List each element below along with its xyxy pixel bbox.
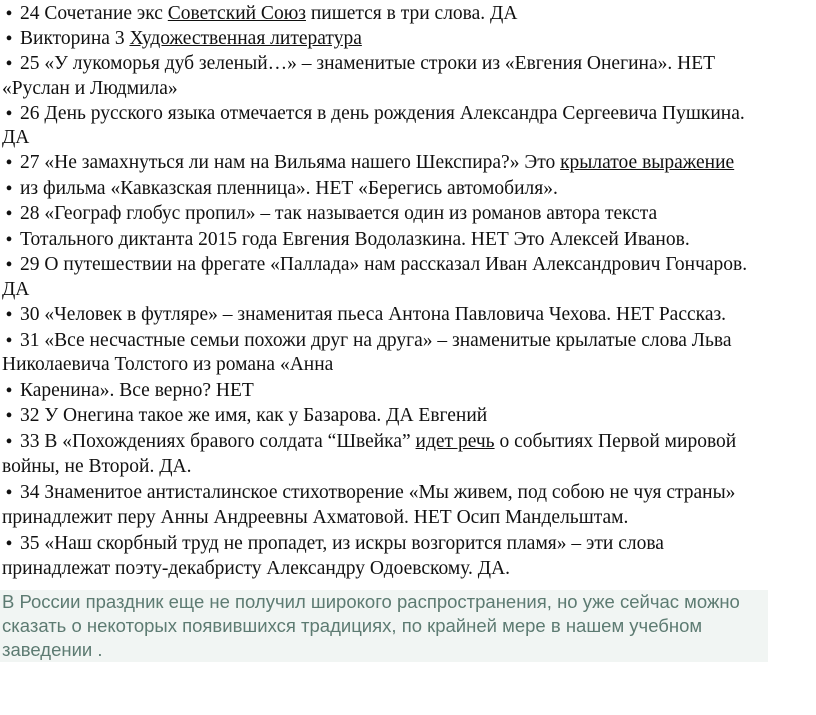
line-text (2, 455, 191, 479)
line-text (20, 202, 657, 226)
text-segment: ДА (2, 127, 30, 148)
text-segment: 34 Знаменитое антисталинское стихотворение «Мы живем, под собою не чуя страны» (20, 482, 736, 503)
bullet-icon (2, 329, 16, 354)
text-segment: 29 О путешествии на фрегате «Паллада» нам рассказал Иван Александрович Гончаров. (20, 254, 748, 275)
bullet-icon (2, 253, 16, 278)
text-segment: из фильма «Кавказская пленница». НЕТ «Берегись автомобиля». (20, 178, 558, 199)
text-segment: 24 Сочетание экс (20, 3, 168, 24)
line-text (20, 177, 558, 201)
text-segment: о событиях Первой мировой (494, 431, 737, 452)
line-text (20, 430, 736, 454)
line-text (20, 151, 734, 175)
text-segment: 28 «Географ глобус пропил» – так называется один из романов автора текста (20, 203, 658, 224)
bullet-icon (2, 52, 16, 77)
text-segment: Викторина 3 (20, 28, 130, 49)
note-line-1: В России праздник еще не получил широкого распространения, но уже сейчас можно (2, 591, 740, 612)
note-line-3: заведении . (2, 639, 103, 660)
underlined-link[interactable]: идет речь (415, 431, 495, 452)
line-text (20, 303, 726, 327)
text-segment: 33 В «Похождениях бравого солдата “Швейка” (20, 431, 416, 452)
bullet-icon (2, 2, 16, 27)
line-text (2, 353, 333, 377)
line-text (20, 532, 664, 556)
text-segment: Николаевича Толстого из романа «Анна (2, 354, 334, 375)
bullet-icon (2, 228, 16, 253)
line-text (2, 557, 510, 581)
underlined-link[interactable]: Советский Союз (167, 3, 306, 24)
line-text (20, 379, 254, 403)
highlighted-note (0, 590, 768, 662)
text-segment: 25 «У лукоморья дуб зеленый…» – знаменитые строки из «Евгения Онегина». НЕТ (20, 53, 716, 74)
bullet-icon (2, 404, 16, 429)
bullet-icon (2, 202, 16, 227)
line-text (20, 404, 487, 428)
bullet-icon (2, 481, 16, 506)
line-text (20, 27, 362, 51)
line-text (2, 126, 29, 150)
text-segment: 26 День русского языка отмечается в день рождения Александра Сергеевича Пушкина. (20, 103, 745, 124)
text-segment: ДА (2, 279, 30, 300)
text-segment: принадлежат поэту-декабристу Александру Одоевскому. ДА. (2, 558, 511, 579)
text-segment: Тотального диктанта 2015 года Евгения Водолазкина. НЕТ Это Алексей Иванов. (20, 229, 690, 250)
underlined-link[interactable]: крылатое выражение (560, 152, 735, 173)
text-segment: пишется в три слова. ДА (305, 3, 518, 24)
text-segment: войны, не Второй. ДА. (2, 456, 192, 477)
text-segment: принадлежит перу Анны Андреевны Ахматовой. НЕТ Осип Мандельштам. (2, 507, 629, 528)
bullet-icon (2, 27, 16, 52)
line-text (20, 228, 690, 252)
line-text (20, 253, 747, 277)
text-segment: 35 «Наш скорбный труд не пропадет, из искры возгорится пламя» – эти слова (20, 533, 664, 554)
bullet-icon (2, 430, 16, 455)
line-text (20, 329, 732, 353)
line-text (20, 52, 715, 76)
note-line-2: сказать о некоторых появившихся традициях, по крайней мере в нашем учебном (2, 615, 703, 636)
line-text (2, 77, 178, 101)
text-segment: 31 «Все несчастные семьи похожи друг на друга» – знаменитые крылатые слова Льва (20, 330, 732, 351)
line-text (20, 2, 517, 26)
text-segment: 27 «Не замахнуться ли нам на Вильяма нашего Шекспира?» Это (20, 152, 561, 173)
text-segment: «Руслан и Людмила» (2, 78, 178, 99)
bullet-icon (2, 379, 16, 404)
bullet-icon (2, 532, 16, 557)
underlined-link[interactable]: Художественная литература (129, 28, 362, 49)
text-segment: 30 «Человек в футляре» – знаменитая пьеса Антона Павловича Чехова. НЕТ Рассказ. (20, 304, 727, 325)
line-text (2, 278, 29, 302)
bullet-icon (2, 177, 16, 202)
text-segment: 32 У Онегина такое же имя, как у Базарова. ДА Евгений (20, 405, 488, 426)
line-text (2, 506, 628, 530)
text-segment: Каренина». Все верно? НЕТ (20, 380, 254, 401)
bullet-icon (2, 303, 16, 328)
bullet-icon (2, 151, 16, 176)
bullet-icon (2, 102, 16, 127)
line-text (20, 481, 735, 505)
line-text (20, 102, 745, 126)
